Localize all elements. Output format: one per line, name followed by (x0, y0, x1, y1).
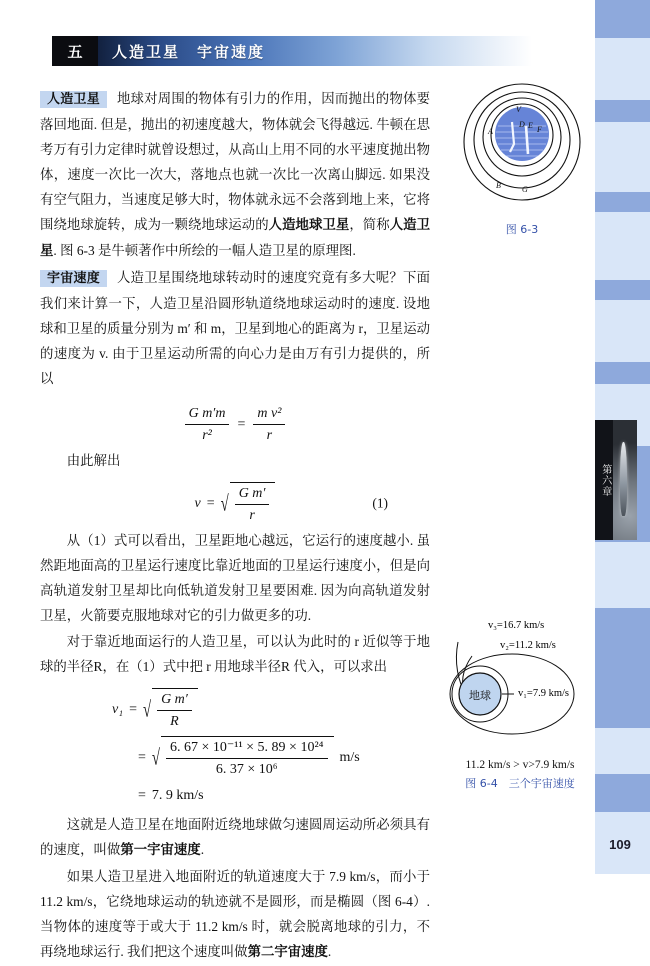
figure-6-4-caption: 图 6-4 三个宇宙速度 (465, 777, 575, 790)
fraction-denominator: r (249, 507, 255, 523)
label-F: F (537, 125, 542, 134)
stripe-dark (595, 0, 650, 38)
paragraph-text: . 图 6-3 是牛顿著作中所绘的一幅人造卫星的原理图. (53, 243, 356, 258)
paragraph-near-earth: 对于靠近地面运行的人造卫星，可以认为此时的 r 近似等于地球的半径R，在（1）式中把 r 用地球半径R 代入，可以求出 (40, 634, 430, 674)
radical-sign: √ (220, 492, 229, 517)
astronaut-photo (613, 420, 637, 540)
chapter-tab (595, 420, 637, 540)
paragraph-first-cosmic-velocity (40, 812, 430, 863)
stripe-dark (595, 100, 650, 122)
paragraph-text: 人造卫星围绕地球转动时的速度究竟有多大呢？下面我们来计算一下，人造卫星沿圆形轨道绕地球运动时的速度. 设地球和卫星的质量分别为 m′ 和 m，卫星到地心的距离为 r，卫星运动的速度为 v. 由于卫星运动所需的向心力是由万有引力提供的，所以 (40, 270, 430, 386)
paragraph-text: 如果人造卫星进入地面附近的轨道速度大于 7.9 km/s，而小于 11.2 km/s，它绕地球运动的轨迹就不是圆形，而是椭圆（图 6-4）. 当物体的速度等于或大于 11.2 km/s 时，就会脱离地球的引力，不再绕地球运行. 我们把这个速度叫做 (40, 869, 430, 959)
term-chip-satellite: 人造卫星 (40, 91, 107, 108)
body-text-column (40, 86, 430, 966)
stripe-light (595, 122, 650, 192)
fraction (166, 739, 328, 778)
label-G: G (522, 185, 528, 194)
stripe-light (595, 38, 650, 100)
radical-sign: √ (143, 698, 152, 723)
equals-sign: = (129, 701, 137, 717)
result-value: 7. 9 km/s (151, 788, 204, 803)
figure-6-4-inequality: 11.2 km/s > v>7.9 km/s (465, 759, 575, 771)
fraction (157, 691, 192, 730)
label-v1: v₁=7.9 km/s (518, 688, 570, 699)
label-D: D (519, 120, 525, 129)
fraction-numerator: G m′ (235, 485, 270, 505)
paragraph-text: 这就是人造卫星在地面附近绕地球做匀速圆周运动所必须具有的速度，叫做 (40, 817, 430, 857)
paragraph-solve: 由此解出 (66, 453, 121, 468)
earth-label: 地球 (469, 689, 491, 702)
fraction-numerator: m v² (253, 405, 285, 425)
page-title: 人造卫星 宇宙速度 (112, 42, 266, 61)
paragraph-second-cosmic-velocity (40, 864, 430, 965)
equation-tag: (1) (372, 495, 388, 511)
fraction-numerator: G m′m (185, 405, 230, 425)
stripe-dark (595, 280, 650, 300)
term-chip-cosmic-velocity: 宇宙速度 (40, 270, 107, 287)
fraction-denominator: r² (202, 427, 212, 443)
stripe-dark (595, 774, 650, 812)
fraction-right (253, 405, 285, 444)
newton-cannonball-diagram (452, 82, 592, 212)
label-A: A (488, 127, 493, 136)
radical-sign: √ (151, 746, 160, 771)
label-E: E (528, 121, 533, 130)
paragraph-text: 地球对周围的物体有引力的作用，因而抛出的物体要落回地面. 但是，抛出的初速度越大，物体就会飞得越远. 牛顿在思考万有引力定律时就曾设想过，从高山上用不同的水平速度抛出物体，速度一次比一次大，落地点也就一次比一次离山脚远. 如果没有空气阻力，当速度足够大时，物体就永远不会落到地上来，它将围绕地球旋转，成为一颗绕地球运动的 (40, 91, 430, 232)
square-root (152, 736, 334, 778)
bold-term-first-cosmic-velocity: 第一宇宙速度 (120, 843, 201, 858)
stripe-dark (595, 192, 650, 212)
bold-term-second-cosmic-velocity: 第二宇宙速度 (247, 945, 328, 960)
section-number: 五 (52, 36, 98, 66)
paragraph-discussion: 从（1）式可以看出，卫星距地心越远，它运行的速度越小. 虽然距地面高的卫星运行速度比靠近地面的卫星运行速度小，但是向高轨道发射卫星却比向低轨道发射卫星要困难. 因为向高轨道发射卫星，火箭要克服地球对它的引力做更多的功. (40, 533, 430, 623)
unit-label: m/s (339, 749, 360, 765)
equals-sign: = (237, 417, 246, 432)
equals-sign: = (138, 788, 146, 803)
page-number: 109 (609, 837, 631, 852)
label-V: V (516, 105, 521, 114)
stripe-dark (595, 362, 650, 384)
fraction-denominator: R (170, 713, 179, 729)
bold-term-satellite: 人造卫星 (40, 218, 431, 259)
equation-first-cosmic-velocity (40, 688, 430, 808)
stripe-light (595, 300, 650, 362)
stripe-light (595, 212, 650, 280)
equation-orbital-velocity (40, 482, 430, 524)
equals-sign: = (206, 495, 215, 511)
paragraph-text: . (200, 842, 205, 857)
label-v3: v₃=16.7 km/s (488, 620, 545, 631)
paragraph-text: . (327, 944, 332, 959)
square-root (221, 482, 276, 524)
fraction-denominator: r (266, 427, 273, 443)
section-header (52, 36, 532, 66)
chapter-tab-label: 第六章 (599, 463, 611, 497)
equation-centripetal (40, 400, 430, 444)
label-B: B (496, 181, 501, 190)
paragraph-cosmic-velocity (40, 265, 430, 391)
bold-term-artificial-earth-satellite: 人造地球卫星 (268, 218, 350, 233)
fraction (235, 485, 270, 524)
fraction-numerator: G m′ (157, 691, 192, 711)
figure-6-3-caption: 图 6-3 (505, 223, 539, 236)
label-v2: v₂=11.2 km/s (500, 640, 556, 651)
figure-6-4 (440, 622, 600, 791)
figure-6-3 (452, 82, 592, 237)
earth-globe (495, 107, 549, 161)
equation-lhs: v₁ (112, 701, 124, 717)
paragraph-text: ，简称 (349, 217, 390, 232)
paragraph-satellite (40, 86, 430, 264)
stripe-light (595, 542, 650, 608)
fraction-numerator: 6. 67 × 10⁻¹¹ × 5. 89 × 10²⁴ (166, 739, 328, 759)
fraction-denominator: 6. 37 × 10⁶ (215, 761, 278, 777)
equals-sign: = (138, 749, 146, 765)
section-title-bar (98, 36, 532, 66)
equation-lhs: v (194, 495, 201, 511)
fraction-left (185, 405, 230, 444)
